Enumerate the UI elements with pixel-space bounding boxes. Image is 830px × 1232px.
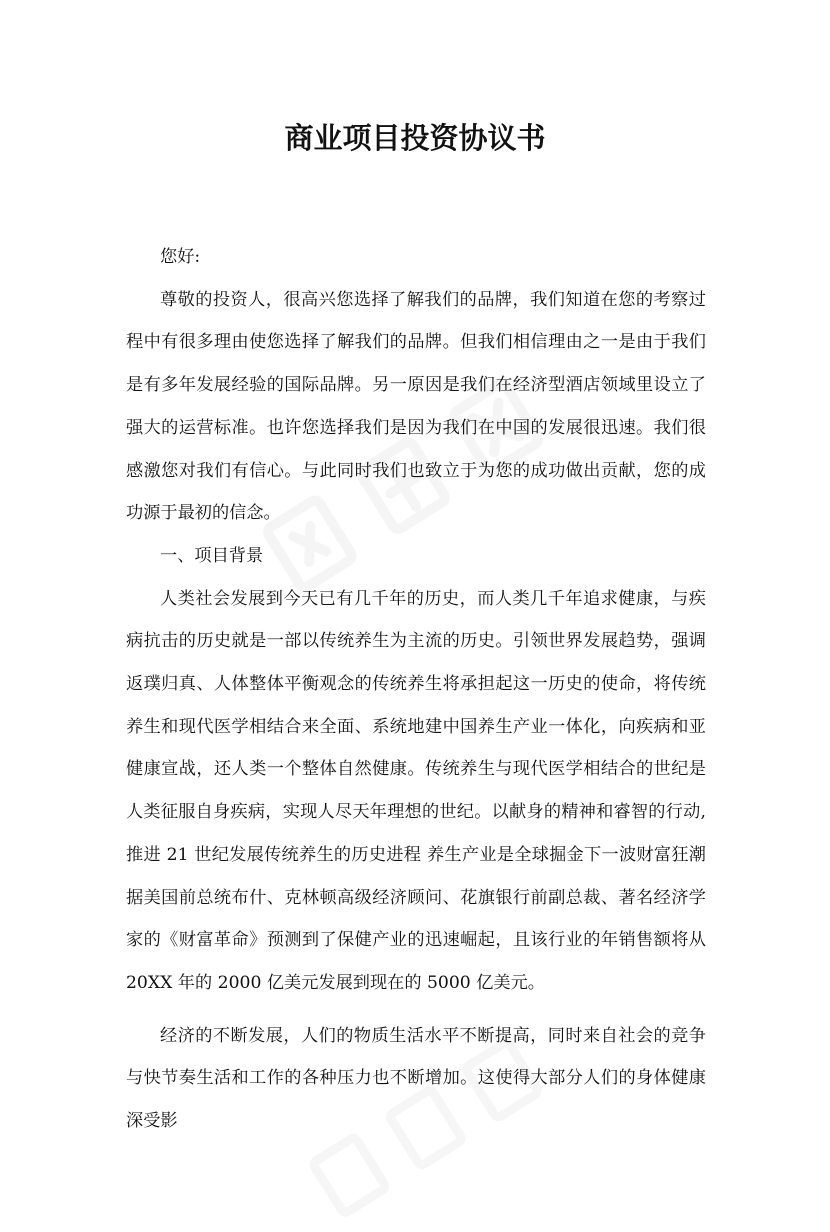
document-body (126, 236, 706, 1143)
background-paragraph: 人类社会发展到今天已有几千年的历史，而人类几千年追求健康，与疾病抗击的历史就是一部以传统养生为主流的历史。引领世界发展趋势，强调返璞归真、人体整体平衡观念的传统养生将承担起这一历史的使命，将传统养生和现代医学相结合来全面、系统地建中国养生产业一体化，向疾病和亚健康宣战，还人类一个整体自然健康。传统养生与现代医学相结合的世纪是人类征服自身疾病，实现人尽天年理想的世纪。以献身的精神和睿智的行动,推进 21 世纪发展传统养生的历史进程 养生产业是全球掘金下一波财富狂潮 据美国前总统布什、克林顿高级经济顾问、花旗银行前副总裁、著名经济学家的《财富革命》预测到了保健产业的迅速崛起，且该行业的年销售额将从 20XX 年的 2000 亿美元发展到现在的 5000 亿美元。 (126, 588, 706, 993)
section-heading-project-background: 一、项目背景 (160, 545, 264, 566)
document-title: 商业项目投资协议书 (284, 121, 546, 155)
greeting-line: 您好: (160, 247, 201, 267)
intro-paragraph: 尊敬的投资人，很高兴您选择了解我们的品牌，我们知道在您的考察过程中有很多理由使您选择了解我们的品牌。但我们相信理由之一是由于我们是有多年发展经验的国际品牌。另一原因是我们在经济型酒店领域里设立了强大的运营标准。也许您选择我们是因为我们在中国的发展很迅速。我们很感激您对我们有信心。与此同时我们也致立于为您的成功做出贡献，您的成功源于最初的信念。 (126, 289, 706, 524)
economy-paragraph: 经济的不断发展，人们的物质生活水平不断提高，同时来自社会的竞争与快节奏生活和工作的各种压力也不断增加。这使得大部分人们的身体健康深受影 (126, 1025, 706, 1132)
paragraph-spacer (126, 1005, 706, 1015)
